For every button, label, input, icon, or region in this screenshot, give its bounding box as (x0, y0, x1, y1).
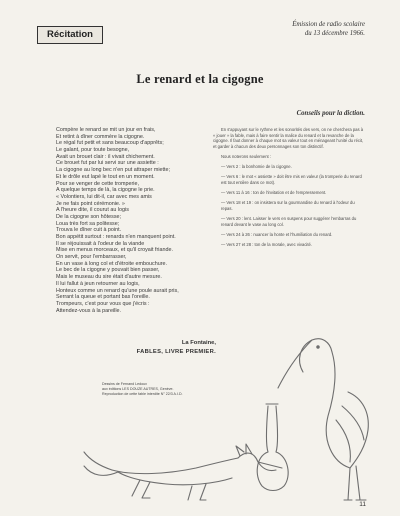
poem-line: Le galant, pour toute besogne, (56, 147, 130, 154)
poem-line: A l'heure dite, il courut au logis (56, 207, 129, 214)
poem-line: Il se réjouissait à l'odeur de la viande (56, 240, 145, 247)
diction-note: — Vers 24 à 26 : nuancer la honte et l'humiliation du renard. (221, 231, 333, 237)
poem-line: Le régal fut petit et sans beaucoup d'apprêts; (56, 140, 164, 147)
poem-line: Trouva le dîner cuit à point. (56, 227, 122, 234)
diction-note: — Vers 11 à 16 : ton de l'invitation et de l'empressement. (221, 189, 327, 195)
section-badge: Récitation (37, 26, 103, 44)
diction-note: — Vers 20 : lent. Laisser le vers en suspens pour suggérer l'embarras du renard devant le vase au long col. (221, 215, 357, 227)
poem-line: Le bec de la cigogne y pouvait bien passer, (56, 267, 160, 274)
poem-line: Serrant la queue et portant bas l'oreille. (56, 294, 150, 301)
page-number: 11 (359, 501, 366, 508)
page-title: Le renard et la cigogne (136, 72, 264, 86)
poem-line: La cigogne au long bec n'en put attraper miette; (56, 167, 171, 174)
poem-line: Loua très fort sa politesse; (56, 220, 120, 227)
poem-line: Honteux comme un renard qu'une poule aurait pris, (56, 287, 179, 294)
work-title: FABLES, LIVRE PREMIER. (136, 349, 216, 355)
poem-line: De la cigogne son hôtesse; (56, 213, 122, 220)
poem-line: On servit, pour l'embarrasser, (56, 254, 127, 261)
poem-line: Pour se venger de cette tromperie, (56, 180, 139, 187)
poem-line: Bon appétit surtout : renards n'en manquent point. (56, 234, 176, 240)
poem-line: Attendez-vous à la pareille. (56, 307, 122, 314)
diction-note: — Vers 27 et 28 : ton de la morale, avec vivacité. (221, 241, 313, 247)
diction-note: — Vers 18 et 19 : on insistera sur la gourmandise du renard à l'odeur du repas. (221, 200, 355, 211)
diction-note: — Vers 2 : la bonhomie de la cigogne. (221, 163, 292, 169)
author-name: La Fontaine, (181, 340, 216, 346)
poem-line: Mais le museau du sire était d'autre mesure. (56, 274, 162, 281)
poem-line: Compère le renard se mit un jour en frais, (56, 127, 156, 133)
poem-line: Il lui fallut à jeun retourner au logis, (56, 280, 140, 287)
poem-line: « Volontiers, lui dit-il, car avec mes amis (56, 193, 152, 200)
poem-line: Avait un brouet clair : il vivait chichement. (56, 153, 155, 160)
poem-line: Je ne fais point cérémonie. » (56, 200, 125, 207)
advice-heading: Conseils pour la diction. (296, 110, 365, 117)
credit-line: Reproduction de cette fable interdite N° 22/3 A.I.D. (102, 392, 183, 396)
poem-line: Ce brouet fut par lui servi sur une assiette : (56, 160, 159, 167)
poem-line: A quelque temps de là, la cigogne le prie. (56, 187, 155, 194)
poem-line: Trompeurs, c'est pour vous que j'écris : (56, 300, 150, 307)
notes-lead: Nous noterons seulement : (221, 154, 272, 160)
poem-line: Mise en menus morceaux, et qu'il croyait friande. (56, 247, 173, 254)
credit-line: Dessins de Fernand Ledoux (102, 382, 147, 386)
credit-line: aux éditions LES DOUZE AUTRES, Genève. (102, 387, 174, 391)
poem-line: En un vase à long col et d'étroite embouchure. (56, 260, 168, 267)
poem-line: Et le drôle eut lapé le tout en un moment. (56, 173, 155, 180)
notes-intro: En s'appuyant sur le rythme et les sonorités des vers, on ne cherchera pas à « jouer » la fable, mais à faire sentir la malice du renard et la revanche de la cigogne. Il faut donner à chaque mot sa valeur tout en ménageant l'unité du récit, et garder à chacun des deux personnages son ton distinctif. (213, 127, 364, 149)
stork-sketch (278, 339, 368, 500)
broadcast-line-2: du 13 décembre 1966. (304, 29, 365, 37)
poem-line: Et retint à dîner commère la cigogne. (56, 133, 145, 140)
vase-sketch (257, 404, 288, 491)
diction-note: — Vers 6 : le mot « assiette » doit être mis en valeur (la tromperie du renard est tout entière dans ce mot). (221, 174, 362, 185)
broadcast-line-1: Émission de radio scolaire (292, 21, 365, 28)
fox-sketch (84, 444, 282, 500)
